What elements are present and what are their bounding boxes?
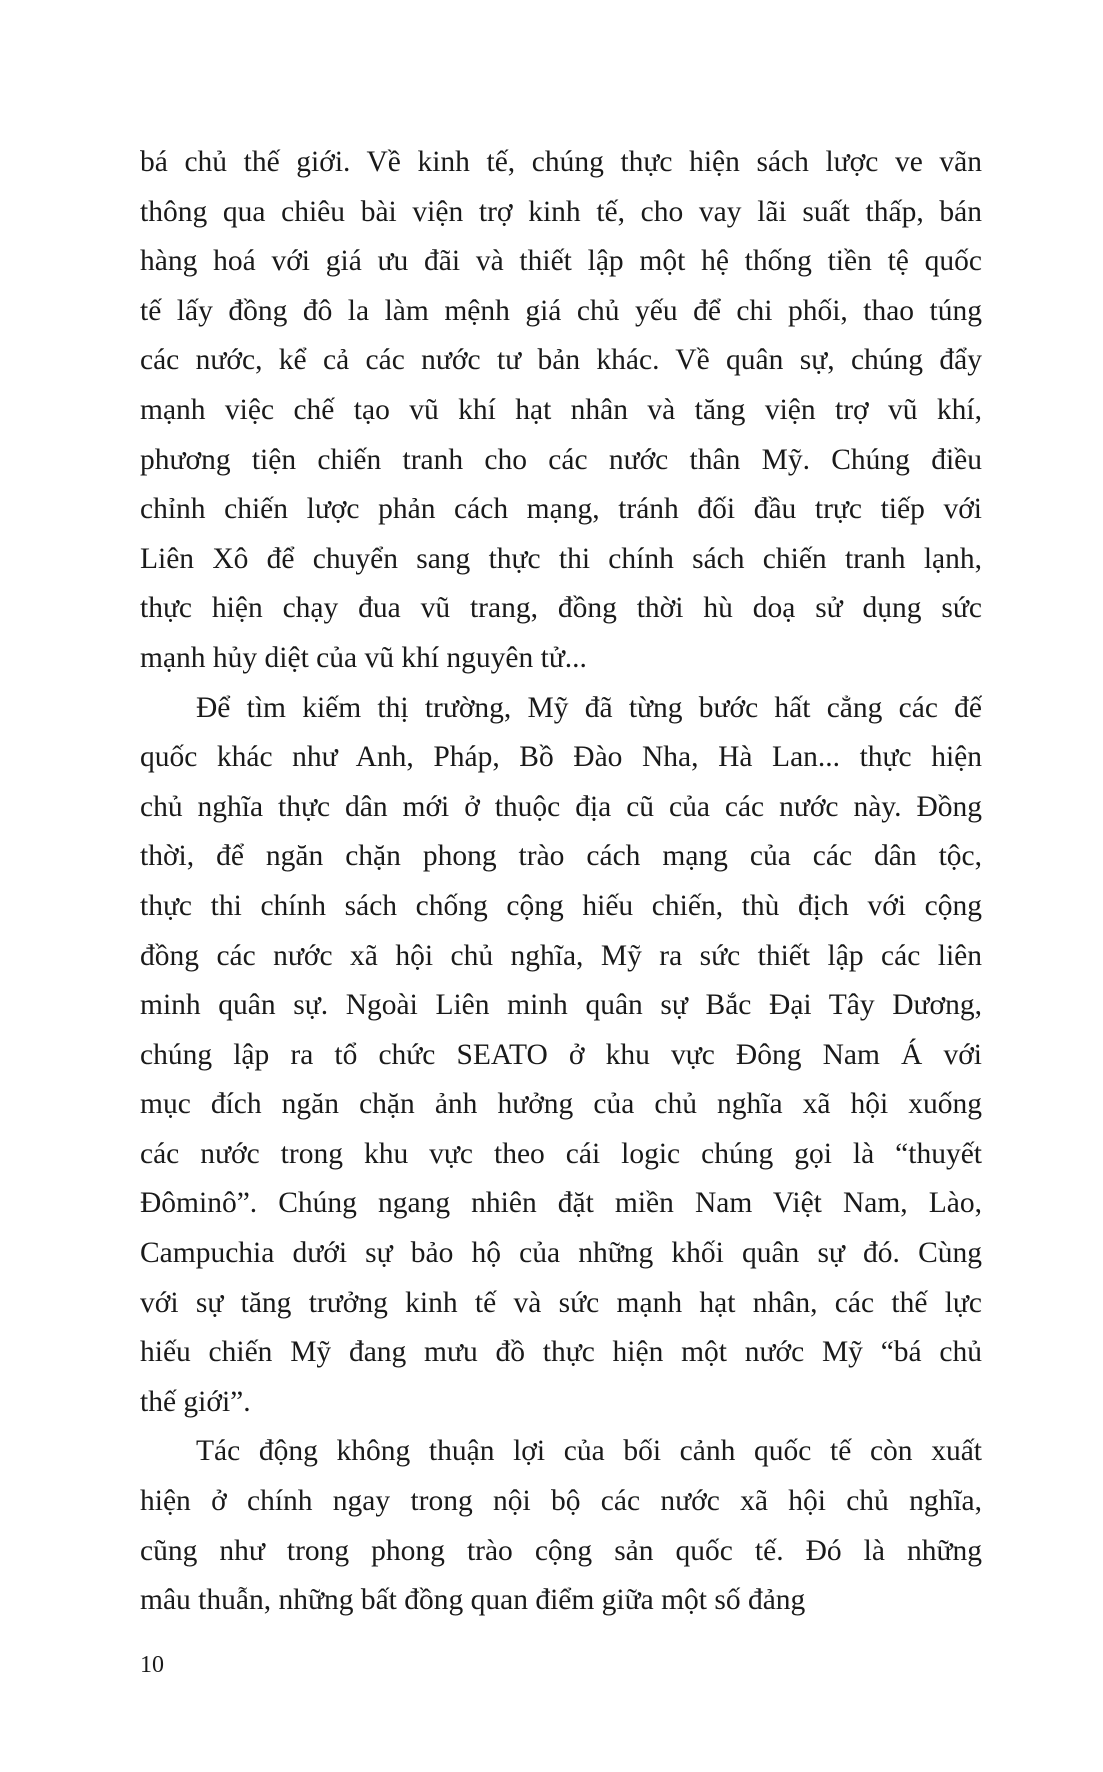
text-line: mạnh việc chế tạo vũ khí hạt nhân và tăng viện trợ vũ khí,	[140, 393, 982, 426]
text-line: minh quân sự. Ngoài Liên minh quân sự Bắc Đại Tây Dương,	[140, 989, 982, 1022]
text-line: các nước trong khu vực theo cái logic chúng gọi là “thuyết	[140, 1137, 982, 1170]
text-line: mục đích ngăn chặn ảnh hưởng của chủ nghĩa xã hội xuống	[140, 1088, 982, 1121]
paragraph	[140, 138, 982, 684]
text-line: cũng như trong phong trào cộng sản quốc tế. Đó là những	[140, 1534, 982, 1567]
text-line: phương tiện chiến tranh cho các nước thân Mỹ. Chúng điều	[140, 443, 982, 476]
text-line: với sự tăng trưởng kinh tế và sức mạnh hạt nhân, các thế lực	[140, 1286, 982, 1319]
text-line: mâu thuẫn, những bất đồng quan điểm giữa một số đảng	[140, 1584, 806, 1617]
text-line: chủ nghĩa thực dân mới ở thuộc địa cũ của các nước này. Đồng	[140, 790, 982, 823]
text-line: bá chủ thế giới. Về kinh tế, chúng thực hiện sách lược ve vãn	[140, 146, 982, 178]
text-line: quốc khác như Anh, Pháp, Bồ Đào Nha, Hà Lan... thực hiện	[140, 741, 982, 774]
text-line: thực hiện chạy đua vũ trang, đồng thời hù doạ sử dụng sức	[140, 592, 982, 625]
text-line: thông qua chiêu bài viện trợ kinh tế, cho vay lãi suất thấp, bán	[140, 195, 982, 228]
text-line: tế lấy đồng đô la làm mệnh giá chủ yếu để chi phối, thao túng	[140, 294, 982, 327]
text-line: hiện ở chính ngay trong nội bộ các nước xã hội chủ nghĩa,	[140, 1485, 982, 1518]
body-text	[140, 138, 982, 1626]
paragraph	[140, 684, 982, 1428]
text-line: đồng các nước xã hội chủ nghĩa, Mỹ ra sức thiết lập các liên	[140, 939, 982, 972]
text-line: các nước, kể cả các nước tư bản khác. Về quân sự, chúng đẩy	[140, 344, 982, 377]
text-line: thế giới”.	[140, 1385, 251, 1418]
paragraph	[140, 1427, 982, 1625]
text-line: mạnh hủy diệt của vũ khí nguyên tử...	[140, 641, 587, 674]
text-line: Đôminô”. Chúng ngang nhiên đặt miền Nam Việt Nam, Lào,	[140, 1187, 982, 1220]
text-line: hàng hoá với giá ưu đãi và thiết lập một hệ thống tiền tệ quốc	[140, 245, 982, 278]
text-line: Liên Xô để chuyển sang thực thi chính sách chiến tranh lạnh,	[140, 542, 982, 575]
text-line: thời, để ngăn chặn phong trào cách mạng của các dân tộc,	[140, 840, 982, 873]
text-line: Tác động không thuận lợi của bối cảnh quốc tế còn xuất	[196, 1435, 982, 1468]
text-line: Campuchia dưới sự bảo hộ của những khối quân sự đó. Cùng	[140, 1237, 982, 1270]
text-line: Để tìm kiếm thị trường, Mỹ đã từng bước hất cẳng các đế	[196, 691, 982, 724]
text-line: hiếu chiến Mỹ đang mưu đồ thực hiện một nước Mỹ “bá chủ	[140, 1336, 982, 1369]
page-number: 10	[140, 1652, 164, 1678]
text-line: thực thi chính sách chống cộng hiếu chiến, thù địch với cộng	[140, 889, 982, 922]
text-line: chỉnh chiến lược phản cách mạng, tránh đối đầu trực tiếp với	[140, 493, 982, 526]
text-line: chúng lập ra tổ chức SEATO ở khu vực Đông Nam Á với	[140, 1038, 982, 1071]
